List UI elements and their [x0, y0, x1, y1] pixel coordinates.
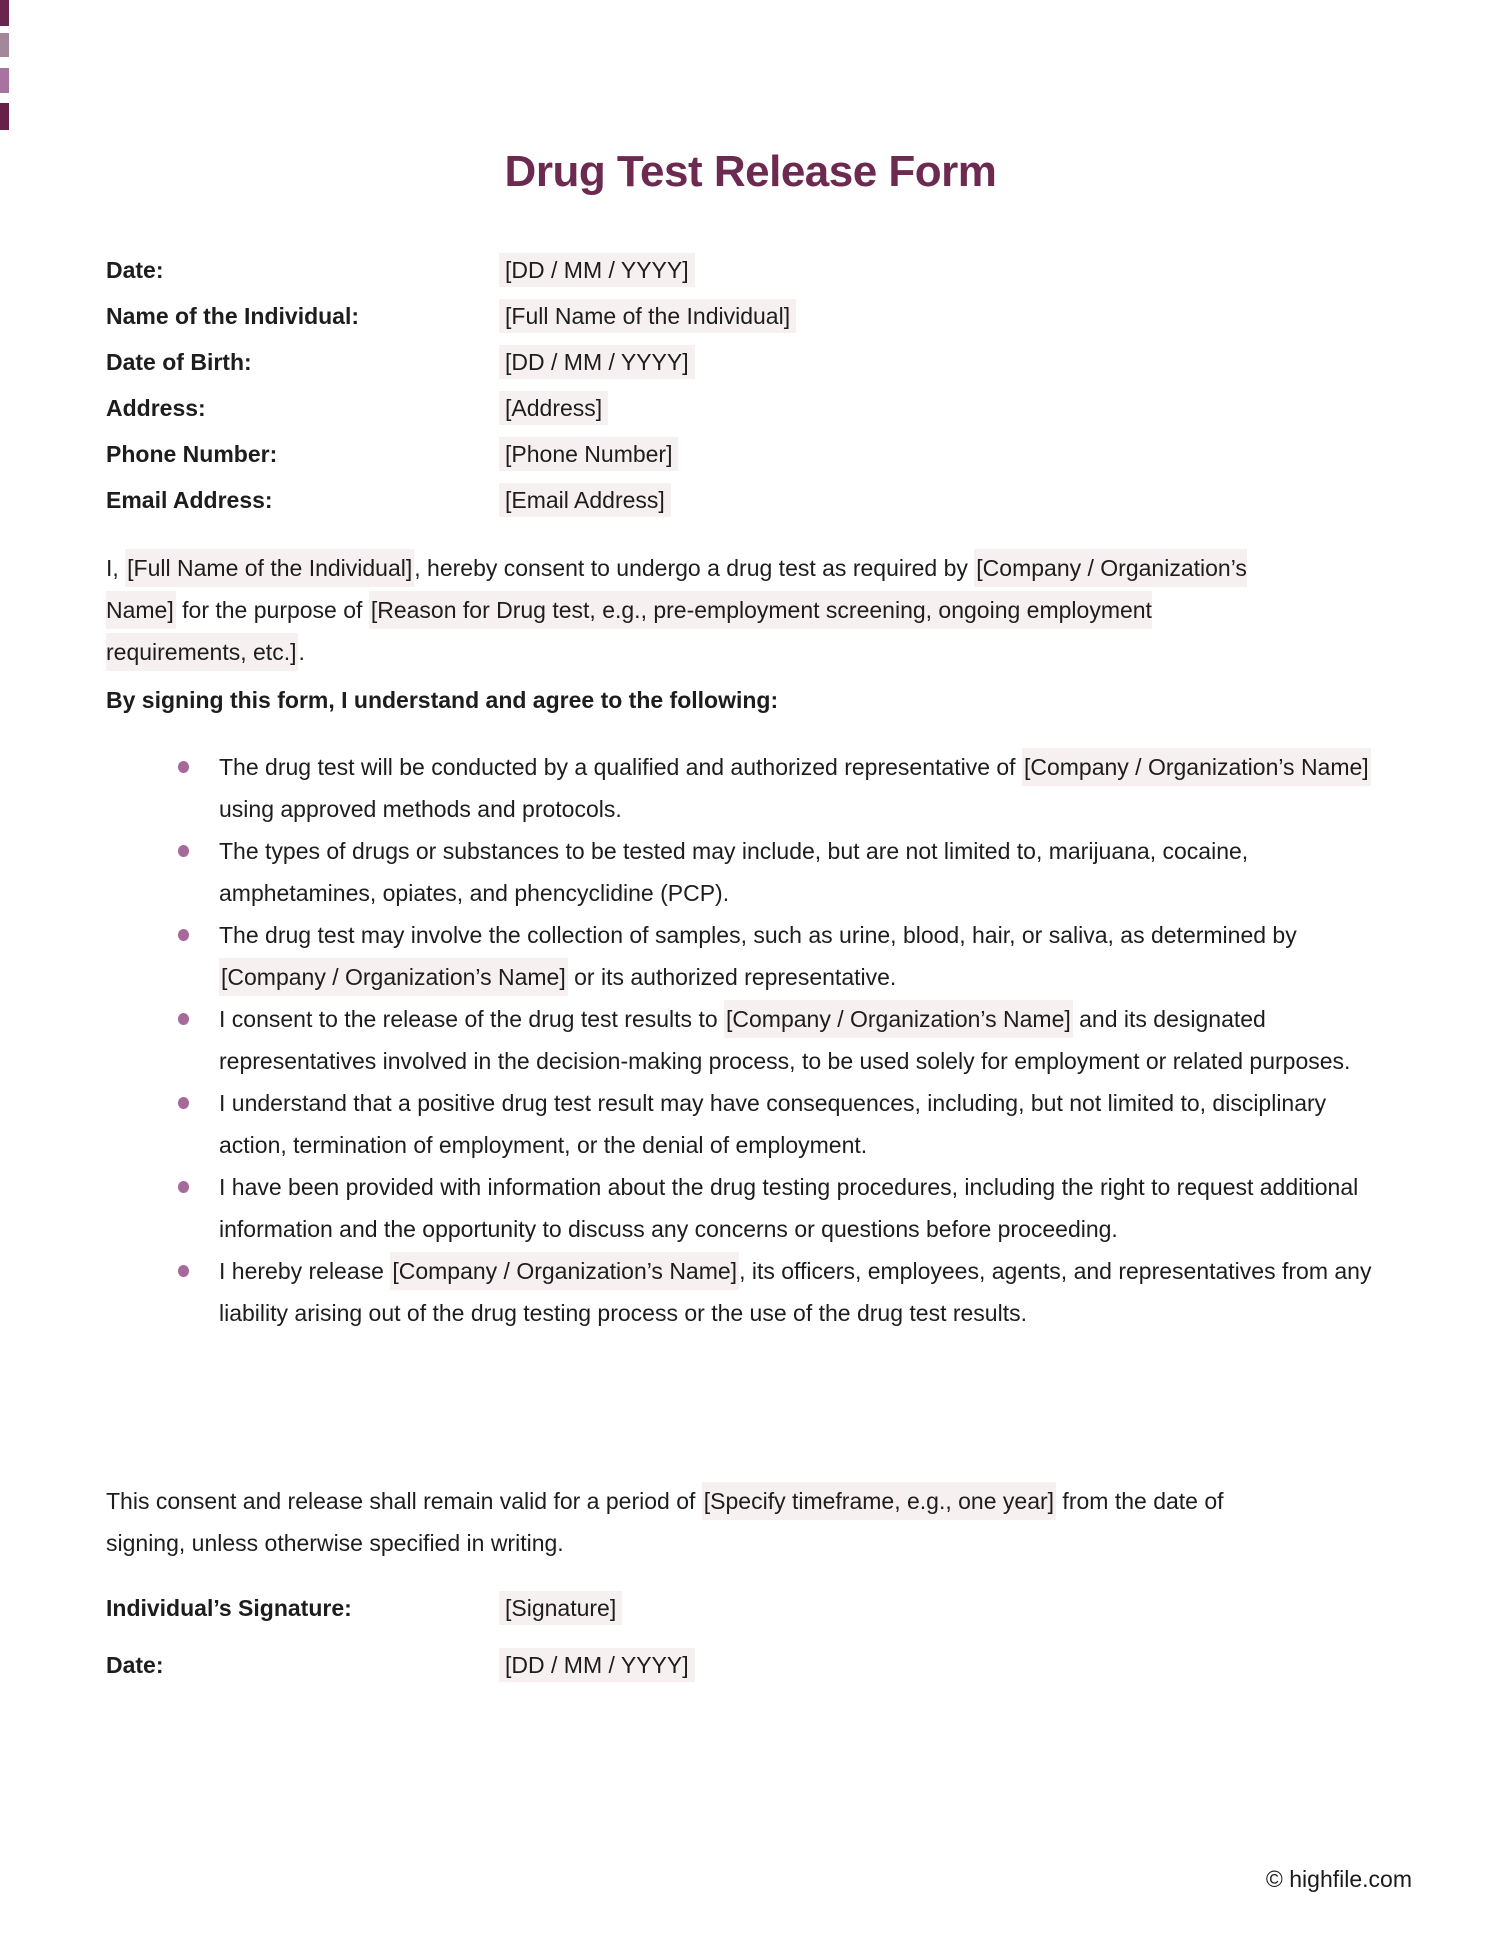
list-item — [106, 1166, 1384, 1250]
placeholder-date-of-birth[interactable]: [DD / MM / YYYY] — [499, 345, 695, 379]
list-item — [106, 746, 1384, 830]
validity-paragraph — [106, 1480, 1286, 1564]
field-row-email — [106, 484, 1395, 517]
signature-section — [106, 1592, 1395, 1706]
field-row-signature — [106, 1592, 1395, 1625]
placeholder-full-name[interactable]: [Full Name of the Individual] — [499, 299, 796, 333]
corner-dash-icon — [0, 33, 9, 57]
placeholder-drug-test-reason[interactable]: [Reason for Drug test, e.g., pre-employment screening, ongoing employment requirements, etc.] — [106, 591, 1152, 671]
field-label: Email Address: — [106, 487, 273, 513]
placeholder-company-name[interactable]: [Company / Organization’s Name] — [1022, 748, 1371, 786]
bullet-dot-icon — [178, 761, 189, 773]
intro-text: . — [298, 639, 305, 665]
validity-text: from the date of signing, unless otherwise specified in writing. — [106, 1488, 1224, 1556]
field-label: Address: — [106, 395, 206, 421]
bullet-dot-icon — [178, 1013, 189, 1025]
placeholder-email[interactable]: [Email Address] — [499, 483, 671, 517]
agreement-terms-list — [106, 746, 1384, 1334]
field-label: Date: — [106, 1652, 164, 1678]
term-text: The drug test may involve the collection of samples, such as urine, blood, hair, or saliva, as determined by — [219, 922, 1297, 948]
list-item — [106, 830, 1384, 914]
field-row-name — [106, 300, 1395, 333]
consent-intro-paragraph — [106, 547, 1286, 673]
list-item — [106, 998, 1384, 1082]
copyright-footer: © highfile.com — [1265, 1866, 1412, 1892]
term-text: I consent to the release of the drug test results to — [219, 1006, 725, 1032]
placeholder-company-name[interactable]: [Company / Organization’s Name] — [724, 1000, 1073, 1038]
field-row-phone — [106, 438, 1395, 471]
intro-text: I, — [106, 555, 126, 581]
term-text: and its designated representatives involved in the decision-making process, to be used solely for employment or related purposes. — [219, 1006, 1351, 1074]
placeholder-company-name[interactable]: [Company / Organization’s Name] — [219, 958, 568, 996]
field-label: Name of the Individual: — [106, 303, 360, 329]
term-text: I understand that a positive drug test result may have consequences, including, but not limited to, disciplinary action, termination of employment, or the denial of employment. — [219, 1090, 1327, 1158]
contact-fields-section — [106, 254, 1395, 530]
term-text: , its officers, employees, agents, and representatives from any liability arising out of the drug testing process or the use of the drug test results. — [219, 1258, 1372, 1326]
list-item — [106, 1250, 1384, 1334]
list-item — [106, 914, 1384, 998]
bullet-dot-icon — [178, 1181, 189, 1193]
bullet-dot-icon — [178, 929, 189, 941]
placeholder-full-name-inline[interactable]: [Full Name of the Individual] — [125, 549, 414, 587]
corner-dash-icon — [0, 103, 9, 130]
field-row-date-of-birth — [106, 346, 1395, 379]
placeholder-phone[interactable]: [Phone Number] — [499, 437, 678, 471]
intro-text: for the purpose of — [175, 597, 369, 623]
placeholder-signature-date[interactable]: [DD / MM / YYYY] — [499, 1648, 695, 1682]
agreement-heading: By signing this form, I understand and agree to the following: — [106, 687, 779, 713]
field-label: Individual’s Signature: — [106, 1595, 352, 1621]
validity-text: This consent and release shall remain valid for a period of — [106, 1488, 702, 1514]
corner-dash-icon — [0, 0, 9, 26]
term-text: The types of drugs or substances to be tested may include, but are not limited to, marijuana, cocaine, amphetamines, opiates, and phencyclidine (PCP). — [219, 838, 1249, 906]
term-text: or its authorized representative. — [567, 964, 897, 990]
placeholder-date[interactable]: [DD / MM / YYYY] — [499, 253, 695, 287]
field-label: Phone Number: — [106, 441, 278, 467]
page-title: Drug Test Release Form — [504, 147, 997, 197]
bullet-dot-icon — [178, 845, 189, 857]
term-text: The drug test will be conducted by a qualified and authorized representative of — [219, 754, 1022, 780]
placeholder-company-name[interactable]: [Company / Organization’s Name] — [390, 1252, 739, 1290]
field-row-signature-date — [106, 1649, 1395, 1682]
placeholder-address[interactable]: [Address] — [499, 391, 608, 425]
placeholder-company-name[interactable]: [Company / Organization’s Name] — [106, 549, 1247, 629]
field-row-address — [106, 392, 1395, 425]
list-item — [106, 1082, 1384, 1166]
bullet-dot-icon — [178, 1265, 189, 1277]
document-page — [106, 0, 1395, 1941]
term-text: using approved methods and protocols. — [219, 796, 622, 822]
field-label: Date of Birth: — [106, 349, 252, 375]
term-text: I hereby release — [219, 1258, 391, 1284]
bullet-dot-icon — [178, 1097, 189, 1109]
corner-dash-icon — [0, 68, 9, 93]
field-label: Date: — [106, 257, 164, 283]
term-text: I have been provided with information about the drug testing procedures, including the right to request additional information and the opportunity to discuss any concerns or questions before proceeding. — [219, 1174, 1359, 1242]
placeholder-signature[interactable]: [Signature] — [499, 1591, 622, 1625]
intro-text: , hereby consent to undergo a drug test as required by — [414, 555, 975, 581]
placeholder-timeframe[interactable]: [Specify timeframe, e.g., one year] — [702, 1482, 1056, 1520]
field-row-date — [106, 254, 1395, 287]
